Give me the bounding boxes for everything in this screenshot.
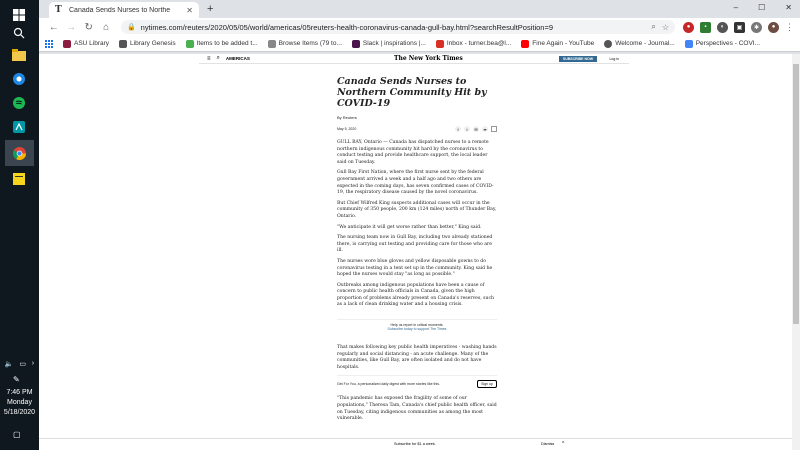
promo-link[interactable]: Subscribe today to support The Times: [387, 327, 447, 332]
article-paragraph: "We anticipate it will get worse rather than better," King said.: [337, 224, 482, 230]
bookmark-label: Browse Items (79 to...: [278, 40, 342, 47]
bookmark-favicon-icon: [119, 40, 127, 48]
bookmark-label: Library Genesis: [130, 40, 176, 47]
network-icon[interactable]: ▭: [19, 361, 26, 368]
clock-day: Monday: [7, 399, 32, 406]
share-icon[interactable]: ➦: [483, 126, 487, 132]
article-paragraph: The nurses wore blue gloves and yellow disposable gowns to do coronavirus testing in a tent set up in the community. King said he hoped the nurses would stay "as long as possible.": [337, 258, 493, 278]
newsletter-signup: [337, 375, 497, 392]
menu-icon[interactable]: ≡: [207, 55, 211, 62]
article-paragraph: The nursing team now in Gull Bay, including two already stationed there, is carrying out testing and providing care for those who are ill.: [337, 235, 493, 254]
bookmark-favicon-icon: [352, 40, 360, 48]
close-window-button[interactable]: ✕: [785, 3, 792, 12]
nyt-favicon-icon: T: [55, 5, 62, 15]
profile-avatar[interactable]: ●: [768, 22, 779, 33]
facebook-icon[interactable]: f: [455, 126, 461, 132]
app-icon-teal[interactable]: [8, 116, 30, 138]
article-paragraph: "This pandemic has exposed the fragility of some of our populations," Theresa Tam, Canada's chief public health officer, said on Tuesday, citing indigenous communities as among the most vulnerable.: [337, 396, 497, 422]
article-paragraph: Gull Bay First Nation, where the first nurse sent by the federal government arrived a week and a half ago and two others are expected in the coming days, has seven confirmed cases of COVID-19, the respiratory disease caused by the novel coronavirus.: [337, 170, 494, 196]
scrollbar-thumb[interactable]: [793, 64, 799, 324]
chevron-right-icon[interactable]: ›: [31, 360, 35, 367]
home-icon[interactable]: ⌂: [103, 21, 110, 33]
bookmark-item[interactable]: [186, 40, 258, 48]
windows-taskbar: [0, 0, 39, 450]
clock-time: 7:46 PM: [6, 389, 33, 396]
bookmark-item[interactable]: [604, 40, 674, 48]
bookmarks-bar: [39, 36, 800, 52]
pen-icon[interactable]: ✎: [13, 375, 20, 384]
tab-title: Canada Sends Nurses to Northe: [69, 6, 171, 14]
article-paragraph: But Chief Wilfred King suspects additional cases will occur in the community of 350 people, 200 km (124 miles) north of Thunder Bay, Ontario.: [337, 200, 497, 219]
dismiss-button[interactable]: Dismiss: [541, 442, 555, 446]
page-scrollbar[interactable]: [792, 54, 800, 450]
article-date: May 5, 2020: [337, 127, 357, 131]
nyt-logo[interactable]: The New York Times: [394, 55, 463, 62]
spotify-icon[interactable]: [8, 92, 30, 114]
article-headline: Canada Sends Nurses to Northern Community Hit by COVID-19: [337, 76, 487, 109]
extensions-area: [683, 22, 794, 33]
bookmark-item[interactable]: [119, 40, 176, 48]
newsletter-text: Get For You, a personalized daily digest with more stories like this.: [337, 382, 440, 387]
bookmark-favicon-icon: [436, 40, 444, 48]
file-explorer-icon[interactable]: [8, 44, 30, 66]
minimize-button[interactable]: –: [733, 3, 739, 12]
subscribe-offer-link[interactable]: Subscribe for $1 a week.: [394, 442, 436, 446]
bookmark-item[interactable]: [352, 40, 426, 48]
notifications-icon[interactable]: ▢: [13, 430, 21, 439]
lock-icon[interactable]: 🔒: [126, 24, 136, 31]
chevron-up-icon[interactable]: ^: [562, 441, 565, 447]
bookmark-favicon-icon: [63, 40, 71, 48]
article-paragraph: Outbreaks among indigenous populations have been a cause of concern to public health officials in Canada, given the high proportion of problems already present on Canada's reserves, such as a lack of clean drinking water and a housing crisis.: [337, 282, 495, 308]
web-page: [39, 54, 792, 450]
chrome-menu-icon[interactable]: ⋮: [785, 21, 794, 32]
bookmark-favicon-icon: [186, 40, 194, 48]
window-controls: [734, 3, 792, 12]
bookmark-favicon-icon: [604, 40, 612, 48]
new-tab-button[interactable]: +: [207, 3, 214, 15]
bookmark-label: Items to be added t...: [196, 40, 258, 47]
bookmark-label: ASU Library: [74, 40, 110, 47]
extension-green-icon[interactable]: ▪: [700, 22, 711, 33]
signup-button[interactable]: Sign up: [477, 380, 497, 388]
extension-gray-icon[interactable]: ◐: [717, 22, 728, 33]
extension-dark-icon[interactable]: ▣: [734, 22, 745, 33]
bookmark-star-icon[interactable]: ☆: [661, 22, 669, 32]
back-arrow-icon[interactable]: ←: [48, 21, 59, 33]
clock-date: 5/18/2020: [3, 409, 36, 416]
email-icon[interactable]: ✉: [474, 126, 478, 132]
tab-close-icon[interactable]: ✕: [186, 5, 193, 15]
search-icon[interactable]: [8, 22, 30, 44]
bookmark-item[interactable]: [268, 40, 342, 48]
search-icon[interactable]: ⌕: [651, 22, 656, 31]
bookmark-favicon-icon: [521, 40, 529, 48]
article-paragraph: That makes following key public health imperatives - washing hands regularly and social distancing - an acute challenge. Many of the communities, like Gull Bay, are often isolated and do not have hospitals.: [337, 345, 497, 370]
section-link[interactable]: AMERICAS: [225, 56, 250, 61]
apps-grid-icon: [45, 40, 53, 48]
taskbar-clock[interactable]: [0, 388, 39, 418]
browser-toolbar: [39, 18, 800, 36]
subscribe-bottom-bar: [39, 438, 792, 450]
extension-red-icon[interactable]: ●: [683, 22, 694, 33]
search-icon[interactable]: ⌕: [216, 55, 220, 61]
article: [337, 76, 497, 427]
login-link[interactable]: Log in: [609, 56, 619, 61]
promo-text: Help us report in critical moments.: [390, 323, 444, 328]
maximize-button[interactable]: ☐: [758, 3, 766, 12]
share-tools: [455, 126, 497, 132]
bookmark-item[interactable]: [685, 40, 760, 48]
reload-icon[interactable]: ↻: [84, 21, 93, 33]
system-tray: [2, 360, 37, 368]
nyt-header: [199, 54, 629, 64]
browser-chrome: [39, 0, 800, 54]
bookmark-item[interactable]: [521, 40, 594, 48]
subscription-promo: [337, 319, 497, 331]
article-paragraph: GULL BAY, Ontario — Canada has dispatched nurses to a remote northern indigenous community hit hard by the coronavirus to conduct testing and provide healthcare support, the local leader said on Tuesday.: [337, 140, 489, 165]
chrome-icon[interactable]: [5, 140, 34, 166]
save-bookmark-icon[interactable]: [491, 126, 497, 132]
sticky-notes-icon[interactable]: [8, 168, 30, 190]
browser-tab[interactable]: [49, 2, 199, 18]
article-byline: By Reuters: [337, 115, 357, 120]
bookmark-label: Perspectives - COVI...: [695, 40, 760, 47]
bookmark-favicon-icon: [268, 40, 276, 48]
dateline-row: [337, 126, 497, 132]
volume-icon[interactable]: 🔈: [4, 361, 14, 368]
tab-strip: [39, 0, 800, 18]
subscribe-button[interactable]: SUBSCRIBE NOW: [559, 56, 597, 62]
extension-puzzle-icon[interactable]: ✱: [751, 22, 762, 33]
bookmark-label: Welcome - Journal...: [615, 40, 675, 47]
app-icon-blue[interactable]: [8, 68, 30, 90]
bookmark-label: Inbox - turner.bea@l...: [446, 40, 512, 47]
bookmark-label: Slack | inspirations |...: [362, 40, 426, 47]
url-text: nytimes.com/reuters/2020/05/05/world/americas/05reuters-health-coronavirus-canada-gull-bay.html?searchResultPosition=9: [140, 22, 554, 32]
bookmark-apps[interactable]: [45, 40, 53, 48]
bookmark-favicon-icon: [685, 40, 693, 48]
bookmark-item[interactable]: [63, 40, 109, 48]
twitter-icon[interactable]: t: [464, 126, 470, 132]
forward-arrow-icon[interactable]: →: [66, 21, 77, 33]
address-bar[interactable]: [121, 20, 675, 34]
bookmark-item[interactable]: [436, 40, 511, 48]
bookmark-label: Fine Again - YouTube: [532, 40, 595, 47]
